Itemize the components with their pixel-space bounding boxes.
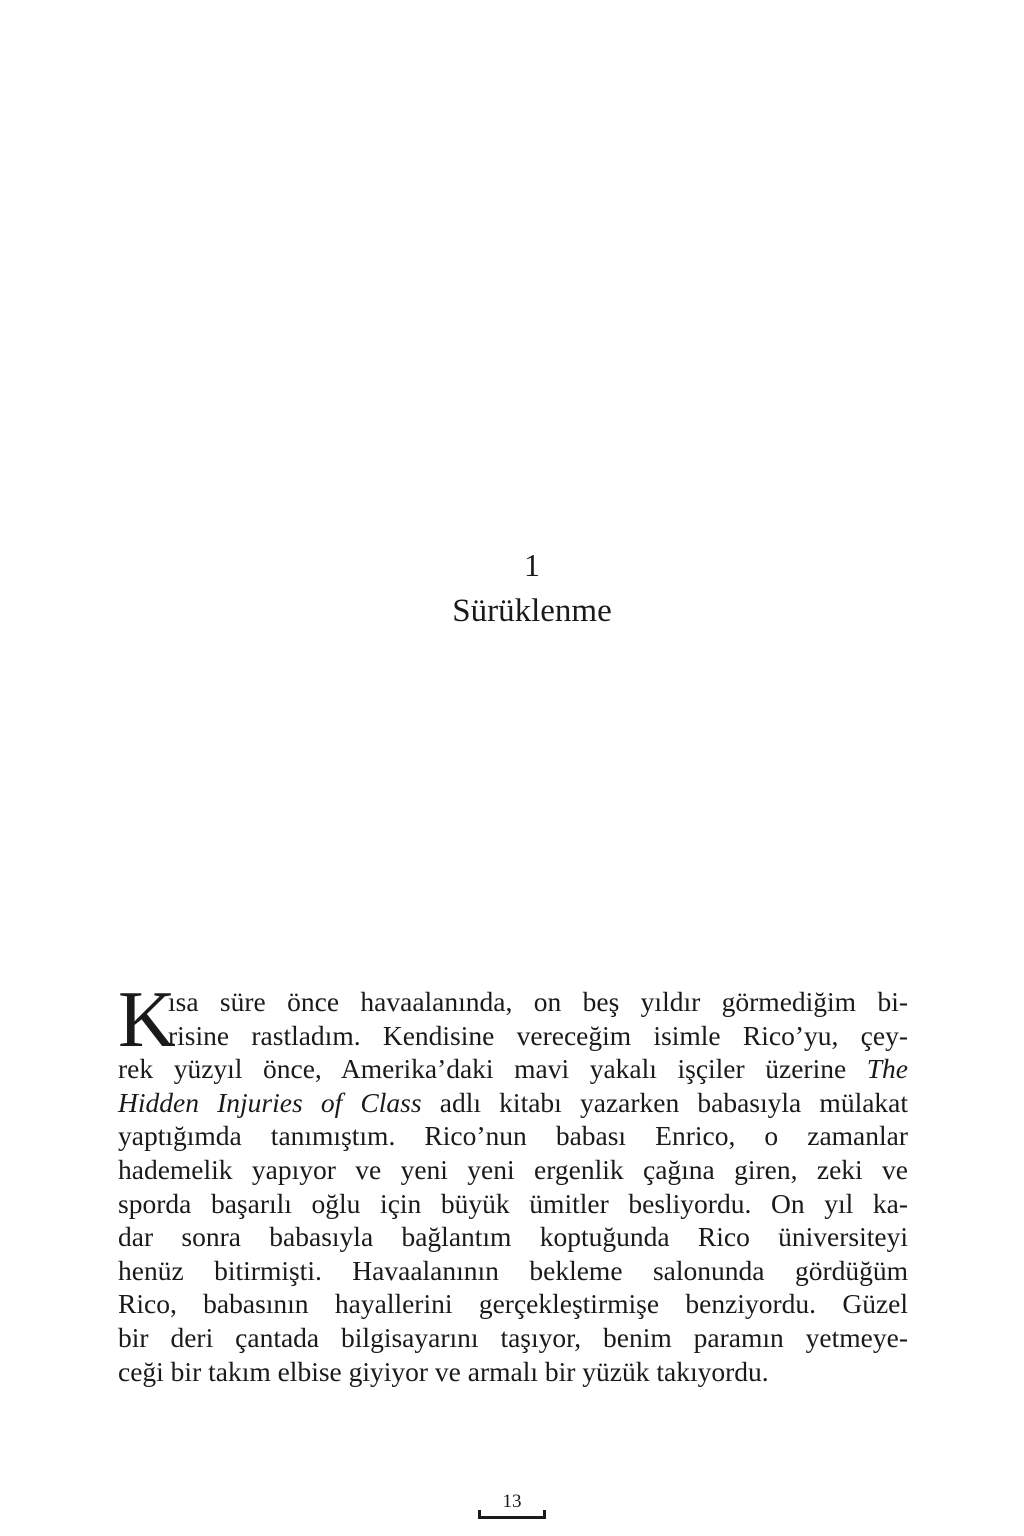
- text-line: ceği bir takım elbise giyiyor ve armalı bir yüzük takıyordu.: [118, 1355, 769, 1387]
- text-line: risine rastladım. Kendisine vereceğim isimle Rico’yu, çey-: [168, 1019, 908, 1051]
- text-line: bir deri çantada bilgisayarını taşıyor, benim paramın yetmeye-: [118, 1321, 908, 1353]
- text-line-main: rek yüzyıl önce, Amerika’daki mavi yakalı işçiler üzerine: [118, 1053, 847, 1085]
- body-paragraph: [118, 976, 909, 1388]
- book-title-italic: The: [866, 1053, 908, 1085]
- text-line: hademelik yapıyor ve yeni yeni ergenlik çağına giren, zeki ve: [118, 1153, 908, 1185]
- page-number-rule-cap: [543, 1510, 546, 1519]
- text-line: yaptığımda tanımıştım. Rico’nun babası Enrico, o zamanlar: [118, 1120, 908, 1152]
- book-title-italic: Hidden Injuries of Class: [118, 1086, 422, 1118]
- chapter-number: 1: [524, 547, 540, 583]
- text-line: henüz bitirmişti. Havaalanının bekleme salonunda gördüğüm: [118, 1254, 908, 1286]
- page-number-block: [478, 1490, 546, 1526]
- text-line: dar sonra babasıyla bağlantım koptuğunda Rico üniversiteyi: [118, 1221, 908, 1253]
- drop-cap: K: [118, 976, 176, 1064]
- text-line: sporda başarılı oğlu için büyük ümitler besliyordu. On yıl ka-: [118, 1187, 908, 1219]
- page-number-rule: [478, 1516, 546, 1519]
- chapter-title: Sürüklenme: [452, 593, 612, 629]
- text-line: [118, 1052, 908, 1086]
- text-line: Rico, babasının hayallerini gerçekleştirmişe benziyordu. Güzel: [118, 1288, 908, 1320]
- page-number: 13: [502, 1491, 522, 1512]
- text-line: [118, 1086, 908, 1120]
- page-number-rule-cap: [478, 1510, 481, 1519]
- text-line: ısa süre önce havaalanında, on beş yıldır görmediğim bi-: [168, 986, 908, 1017]
- text-line-tail: adlı kitabı yazarken babasıyla mülakat: [439, 1086, 909, 1118]
